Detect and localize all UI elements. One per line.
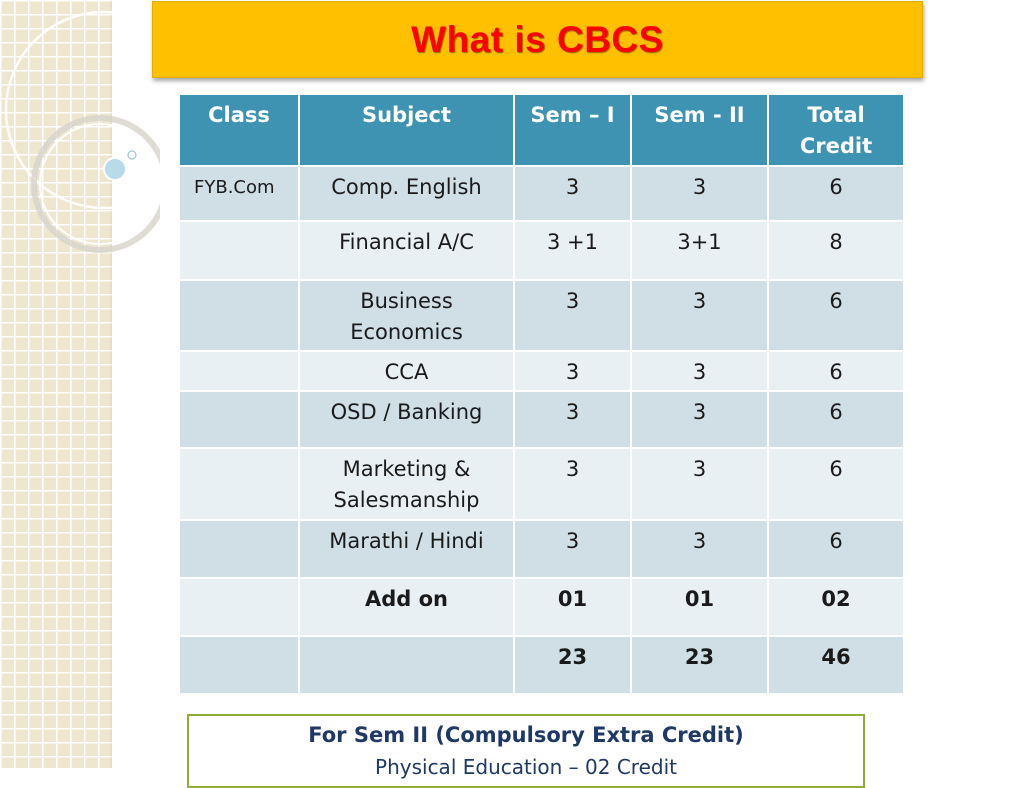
- table-header-row: [180, 95, 903, 165]
- header-subject: Subject: [300, 95, 513, 165]
- cell-sem-2: 01: [632, 579, 767, 635]
- cell-sem-2: 3: [632, 521, 767, 577]
- cell-sem-2: 3: [632, 167, 767, 220]
- cell-class: [180, 637, 298, 693]
- cell-subject: Comp. English: [300, 167, 513, 220]
- table-row: [180, 449, 903, 519]
- cell-class: [180, 352, 298, 390]
- cell-sem-1: 3: [515, 521, 630, 577]
- cell-sem-1: 3: [515, 392, 630, 447]
- table-row-add-on: [180, 579, 903, 635]
- header-total-credit: Total Credit: [769, 95, 903, 165]
- cell-grand-total: 46: [769, 637, 903, 693]
- cell-class: [180, 449, 298, 519]
- cell-sem-2: 3: [632, 281, 767, 350]
- cell-subject: [300, 637, 513, 693]
- cell-class: [180, 392, 298, 447]
- cell-subject: Financial A/C: [300, 222, 513, 279]
- cell-total: 6: [769, 167, 903, 220]
- cell-subject: Marketing & Salesmanship: [300, 449, 513, 519]
- table-row: [180, 281, 903, 350]
- cell-subject: Marathi / Hindi: [300, 521, 513, 577]
- cell-total: 6: [769, 449, 903, 519]
- cell-sem-1-total: 23: [515, 637, 630, 693]
- cell-total: 6: [769, 521, 903, 577]
- table-row-total: [180, 637, 903, 693]
- cell-subject: Business Economics: [300, 281, 513, 350]
- cell-class: [180, 281, 298, 350]
- cell-total: 02: [769, 579, 903, 635]
- note-heading: For Sem II (Compulsory Extra Credit): [308, 723, 744, 747]
- table-row: [180, 392, 903, 447]
- cell-class: [180, 521, 298, 577]
- cell-sem-1: 3: [515, 352, 630, 390]
- cell-total: 6: [769, 392, 903, 447]
- header-sem-1: Sem – I: [515, 95, 630, 165]
- cell-total: 6: [769, 352, 903, 390]
- credit-table: [178, 93, 905, 695]
- cell-sem-2: 3: [632, 392, 767, 447]
- cell-sem-2: 3: [632, 352, 767, 390]
- cell-sem-1: 3: [515, 167, 630, 220]
- table-row: [180, 167, 903, 220]
- cell-sem-2: 3+1: [632, 222, 767, 279]
- header-sem-2: Sem - II: [632, 95, 767, 165]
- cell-class: [180, 579, 298, 635]
- cell-sem-1: 3: [515, 449, 630, 519]
- cell-sem-2-total: 23: [632, 637, 767, 693]
- table-row: [180, 521, 903, 577]
- decorative-rings: [0, 0, 160, 320]
- cell-subject: OSD / Banking: [300, 392, 513, 447]
- table-row: [180, 222, 903, 279]
- header-class: Class: [180, 95, 298, 165]
- title-banner: [152, 1, 923, 78]
- slide-title: What is CBCS: [411, 18, 664, 60]
- cell-sem-1: 3 +1: [515, 222, 630, 279]
- cell-subject: Add on: [300, 579, 513, 635]
- cell-total: 8: [769, 222, 903, 279]
- extra-credit-note: [187, 714, 865, 788]
- cell-class: FYB.Com: [180, 167, 298, 220]
- cell-total: 6: [769, 281, 903, 350]
- cell-subject: CCA: [300, 352, 513, 390]
- cell-class: [180, 222, 298, 279]
- note-detail: Physical Education – 02 Credit: [375, 755, 677, 779]
- table-row: [180, 352, 903, 390]
- cell-sem-1: 01: [515, 579, 630, 635]
- cell-sem-2: 3: [632, 449, 767, 519]
- cell-sem-1: 3: [515, 281, 630, 350]
